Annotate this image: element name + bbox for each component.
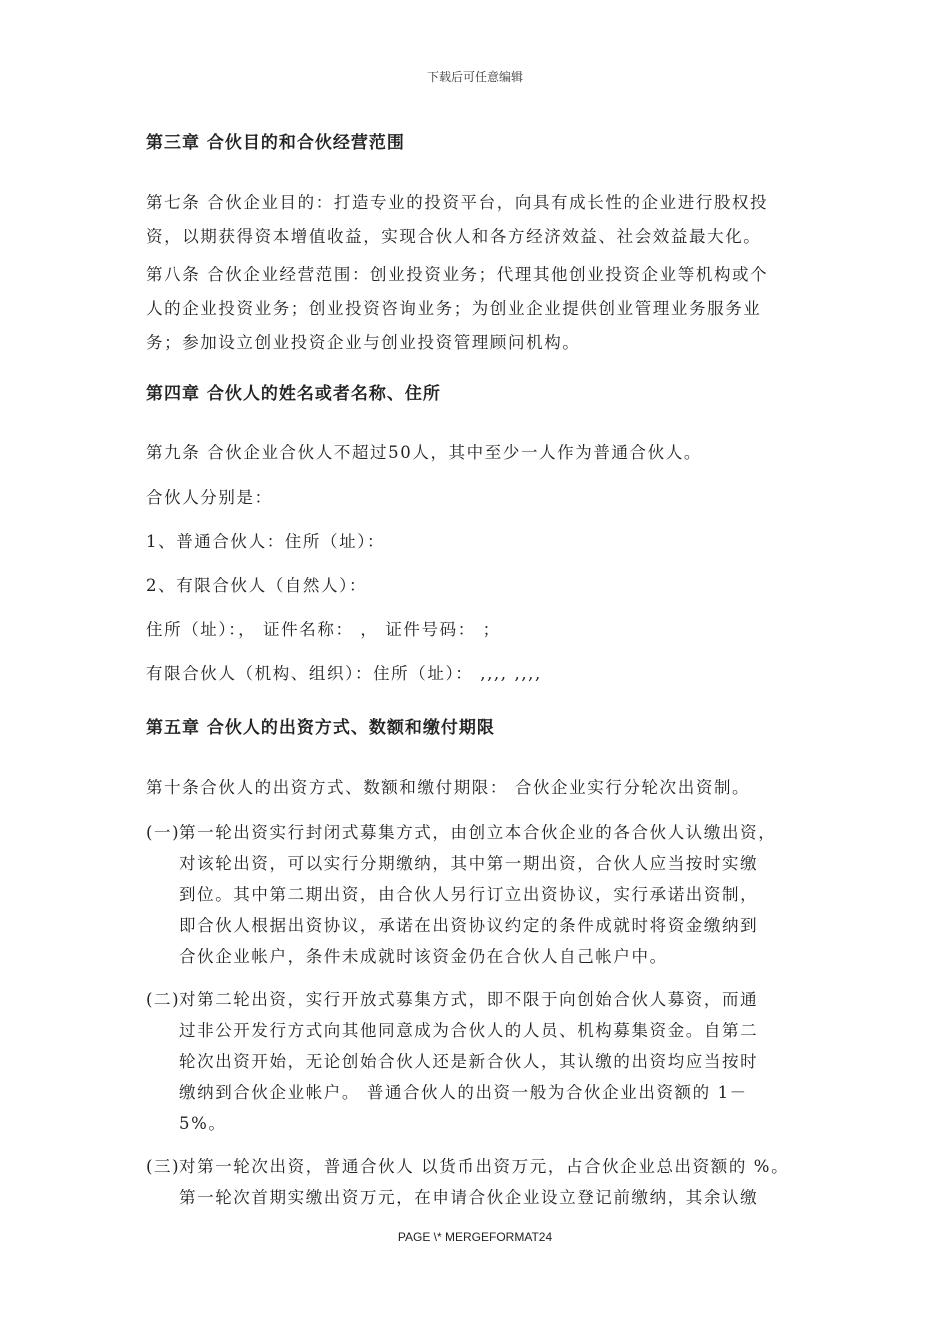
clause-2-line: 过非公开发行方式向其他同意成为合伙人的人员、机构募集资金。自第二 <box>179 1021 759 1040</box>
page-footer: PAGE \* MERGEFORMAT24 <box>397 1230 553 1244</box>
general-partner-line: 1、普通合伙人：住所（址）： <box>146 532 386 551</box>
chapter-5-title: 第五章 合伙人的出资方式、数额和缴付期限 <box>146 718 495 738</box>
clause-3-line: 对第一轮次出资，普通合伙人 以货币出资万元，占合伙企业总出资额的 %。 <box>179 1157 790 1176</box>
clause-1-line: 第一轮出资实行封闭式募集方式，由创立本合伙企业的各合伙人认缴出资， <box>179 823 777 842</box>
clause-1 <box>146 817 776 972</box>
article-10: 第十条合伙人的出资方式、数额和缴付期限： 合伙企业实行分轮次出资制。 <box>146 778 751 797</box>
article-7-line: 资，以期获得资本增值收益，实现合伙人和各方经济效益、社会效益最大化。 <box>146 227 762 246</box>
article-7-line: 第七条 合伙企业目的：打造专业的投资平台，向具有成长性的企业进行股权投 <box>146 193 769 212</box>
clause-1-line: 合伙企业帐户，条件未成就时该资金仍在合伙人自己帐户中。 <box>179 947 668 966</box>
clause-1-marker: (一) <box>146 823 181 842</box>
clause-2-line: 缴纳到合伙企业帐户。 普通合伙人的出资一般为合伙企业出资额的 1－ <box>179 1083 748 1102</box>
clause-1-line: 即合伙人根据出资协议，承诺在出资协议约定的条件成就时将资金缴纳到 <box>179 916 759 935</box>
clause-1-line: 对该轮出资，可以实行分期缴纳，其中第一期出资，合伙人应当按时实缴 <box>179 854 759 873</box>
limited-partner-org-line: 有限合伙人（机构、组织）：住所（址）： ,,,, ,,,, <box>146 664 542 683</box>
article-8-line: 务；参加设立创业投资企业与创业投资管理顾问机构。 <box>146 333 581 352</box>
article-7 <box>146 186 768 254</box>
clause-3-line: 第一轮次首期实缴出资万元，在申请合伙企业设立登记前缴纳，其余认缴 <box>179 1188 759 1207</box>
article-8 <box>146 258 768 360</box>
clause-2-marker: (二) <box>146 990 181 1009</box>
article-8-line: 人的企业投资业务；创业投资咨询业务；为创业企业提供创业管理业务服务业 <box>146 299 762 318</box>
clause-2-line: 对第二轮出资，实行开放式募集方式，即不限于向创始合伙人募资，而通 <box>179 990 759 1009</box>
chapter-3-title: 第三章 合伙目的和合伙经营范围 <box>146 133 405 153</box>
clause-2-line: 轮次出资开始，无论创始合伙人还是新合伙人，其认缴的出资均应当按时 <box>179 1052 759 1071</box>
chapter-4-title: 第四章 合伙人的姓名或者名称、住所 <box>146 384 441 404</box>
clause-2 <box>146 984 758 1139</box>
article-9: 第九条 合伙企业合伙人不超过50人，其中至少一人作为普通合伙人。 <box>146 443 702 462</box>
limited-partner-natural-line: 2、有限合伙人（自然人）： <box>146 576 368 595</box>
partners-intro: 合伙人分别是： <box>146 488 273 507</box>
address-id-line: 住所（址）：， 证件名称： ， 证件号码： ； <box>146 620 501 639</box>
clause-3 <box>146 1151 789 1213</box>
clause-2-line: 5%。 <box>179 1114 227 1133</box>
clause-3-marker: (三) <box>146 1157 181 1176</box>
clause-1-line: 到位。其中第二期出资，由合伙人另行订立出资协议，实行承诺出资制， <box>179 885 759 904</box>
page-header: 下载后可任意编辑 <box>426 70 523 84</box>
article-8-line: 第八条 合伙企业经营范围：创业投资业务；代理其他创业投资企业等机构或个 <box>146 265 769 284</box>
